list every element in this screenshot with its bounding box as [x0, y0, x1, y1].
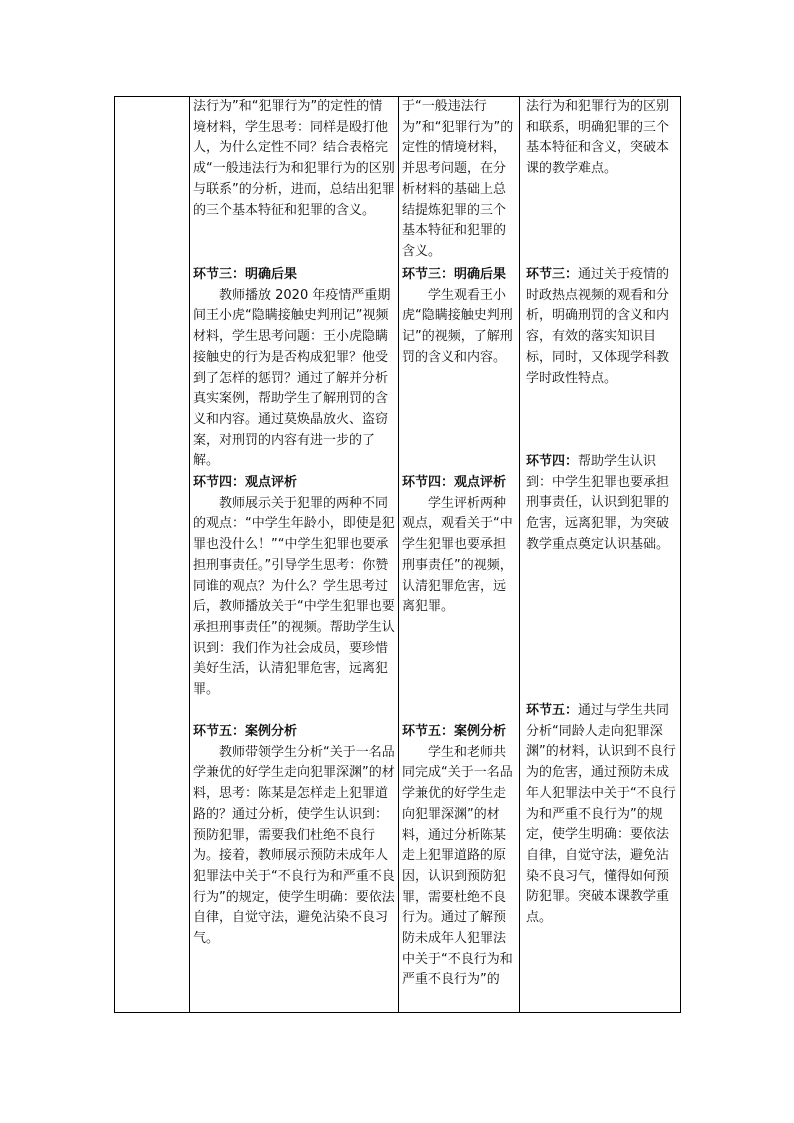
intent-paragraph: [526, 701, 678, 929]
student-activity-text: 学生观看王小虎“隐瞒接触史判刑记”的视频，了解刑罚的含义和内容。: [402, 287, 513, 365]
teacher-activity-text: 教师带领学生分析“关于一名品学兼优的好学生走向犯罪深渊”的材料，思考：陈某是怎样走上犯罪道路的？通过分析，使学生认识到：预防犯罪，需要我们杜绝不良行为。接着，教师展示预防未成年人犯罪法中关于“不良行为和严重不良行为”的规定，使学生明确：要依法自律，自觉守法，避免沾染不良习气。: [193, 744, 395, 947]
teacher-intro-text: 法行为”和“犯罪行为”的定性的情境材料，学生思考：同样是殴打他人，为什么定性不同？结合表格完成“一般违法行为和犯罪行为的区别与联系”的分析，进而，总结出犯罪的三个基本特征和犯罪的含义。: [193, 99, 395, 218]
intent-text: 通过关于疫情的时政热点视频的观看和分析，明确刑罚的含义和内容，有效的落实知识目标，同时，又体现学科教学时政性特点。: [526, 267, 670, 386]
teacher-activity-text: 教师播放 2020 年疫情严重期间王小虎“隐瞒接触史判刑记”视频材料，学生思考问题：王小虎隐瞒接触史的行为是否构成犯罪？他受到了怎样的惩罚？通过了解并分析真实案例，帮助学生了解刑罚的含义和内容。通过莫焕晶放火、盗窃案，对刑罚的内容有进一步的了解。: [193, 287, 391, 469]
table-cell-teacher-activity: [193, 97, 395, 1011]
section-heading: 环节四：观点评析: [193, 475, 298, 490]
intent-text: 帮助学生认识到：中学生犯罪也要承担刑事责任，认识到犯罪的危害，远离犯罪，为突破教学重点奠定认识基础。: [526, 454, 670, 552]
table-cell-student-activity: [402, 97, 516, 1011]
intent-paragraph: [526, 452, 678, 556]
section-heading: 环节三：明确后果: [193, 267, 298, 282]
section-heading: 环节三：明确后果: [402, 267, 507, 282]
section-heading: 环节五：案例分析: [402, 724, 507, 739]
teacher-activity-text: 教师展示关于犯罪的两种不同的观点：“中学生年龄小，即使是犯罪也没什么！”“中学生犯罪也要承担刑事责任。”引导学生思考：你赞同谁的观点？为什么？学生思考过后，教师播放关于“中学生犯罪也要承担刑事责任”的视频。帮助学生认识到：我们作为社会成员，要珍惜美好生活，认清犯罪危害，远离犯罪。: [193, 495, 395, 698]
table-border-left: [114, 96, 115, 1013]
intent-intro-text: 法行为和犯罪行为的区别和联系，明确犯罪的三个基本特征和含义，突破本课的教学难点。: [526, 99, 670, 177]
table-cell-design-intent: [526, 97, 678, 1011]
section-heading: 环节四：: [526, 454, 579, 469]
student-intro-text: 于“一般违法行为”和“犯罪行为”的定性的情境材料，并思考问题，在分析材料的基础上总结提炼犯罪的三个基本特征和犯罪的含义。: [402, 99, 514, 259]
table-column-divider: [189, 96, 190, 1013]
intent-paragraph: [526, 265, 678, 389]
table-column-divider: [519, 96, 520, 1013]
table-border-right: [680, 96, 681, 1013]
table-column-divider: [398, 96, 399, 1013]
intent-text: 通过与学生共同分析“同龄人走向犯罪深渊”的材料，认识到不良行为的危害，通过预防未成年人犯罪法中关于“不良行为和严重不良行为”的规定，使学生明确：要依法自律，自觉守法，避免沾染不良习气，懂得如何预防犯罪。突破本课教学重点。: [526, 703, 676, 926]
student-activity-text: 学生评析两种观点，观看关于“中学生犯罪也要承担刑事责任”的视频，认清犯罪危害，远离犯罪。: [402, 495, 513, 615]
student-activity-text: 学生和老师共同完成“关于一名品学兼优的好学生走向犯罪深渊”的材料，通过分析陈某走上犯罪道路的原因，认识到预防犯罪，需要杜绝不良行为。通过了解预防未成年人犯罪法中关于“不良行为和严重不良行为”的: [402, 744, 513, 988]
section-heading: 环节四：观点评析: [402, 475, 507, 490]
section-heading: 环节五：: [526, 703, 579, 718]
section-heading: 环节三：: [526, 267, 579, 282]
section-heading: 环节五：案例分析: [193, 724, 298, 739]
table-cell-section: [116, 97, 187, 1011]
